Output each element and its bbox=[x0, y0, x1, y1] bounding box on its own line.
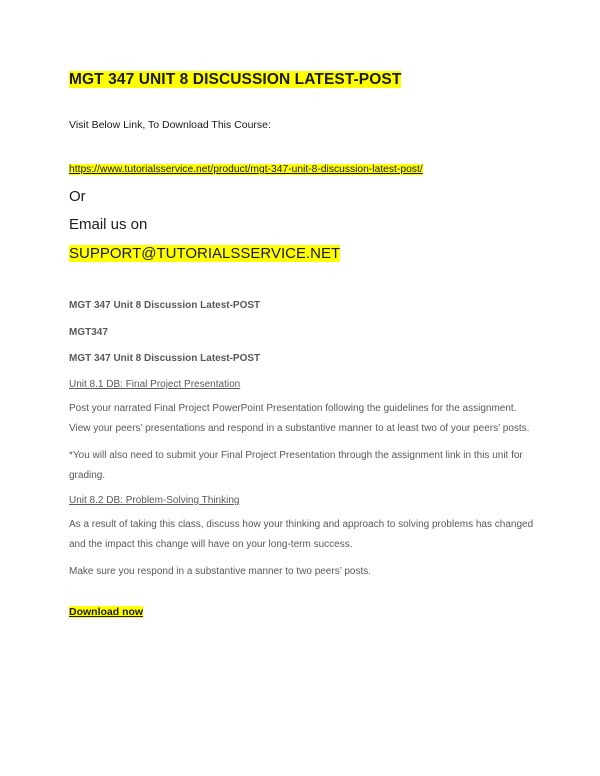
section-1-paragraph-1: Post your narrated Final Project PowerPoint Presentation following the guidelines for the assignment. View your peers’ presentations and respond in a substantive manner to at least two of your peers’ posts. bbox=[69, 403, 530, 434]
section-2-paragraph-1: As a result of taking this class, discuss how your thinking and approach to solving problems has changed and the impact this change will have on your long-term success. bbox=[69, 519, 534, 550]
heading-2: MGT347 bbox=[69, 327, 108, 338]
section-1-title[interactable]: Unit 8.1 DB: Final Project Presentation bbox=[69, 379, 241, 390]
heading-3: MGT 347 Unit 8 Discussion Latest-POST bbox=[69, 353, 261, 364]
heading-1: MGT 347 Unit 8 Discussion Latest-POST bbox=[69, 300, 261, 311]
section-2-title[interactable]: Unit 8.2 DB: Problem-Solving Thinking bbox=[69, 495, 240, 506]
download-link[interactable]: Download now bbox=[69, 606, 144, 618]
or-text: Or bbox=[69, 188, 86, 205]
support-email[interactable]: SUPPORT@TUTORIALSSERVICE.NET bbox=[69, 245, 341, 262]
visit-text: Visit Below Link, To Download This Course: bbox=[69, 119, 271, 131]
page-title: MGT 347 UNIT 8 DISCUSSION LATEST-POST bbox=[69, 71, 402, 88]
section-1-paragraph-2: *You will also need to submit your Final Project Presentation through the assignment link in this unit for grading. bbox=[69, 450, 523, 481]
course-link[interactable]: https://www.tutorialsservice.net/product/mgt-347-unit-8-discussion-latest-post/ bbox=[69, 164, 423, 175]
email-text: Email us on bbox=[69, 216, 148, 233]
section-2-paragraph-2: Make sure you respond in a substantive manner to two peers’ posts. bbox=[69, 566, 372, 577]
